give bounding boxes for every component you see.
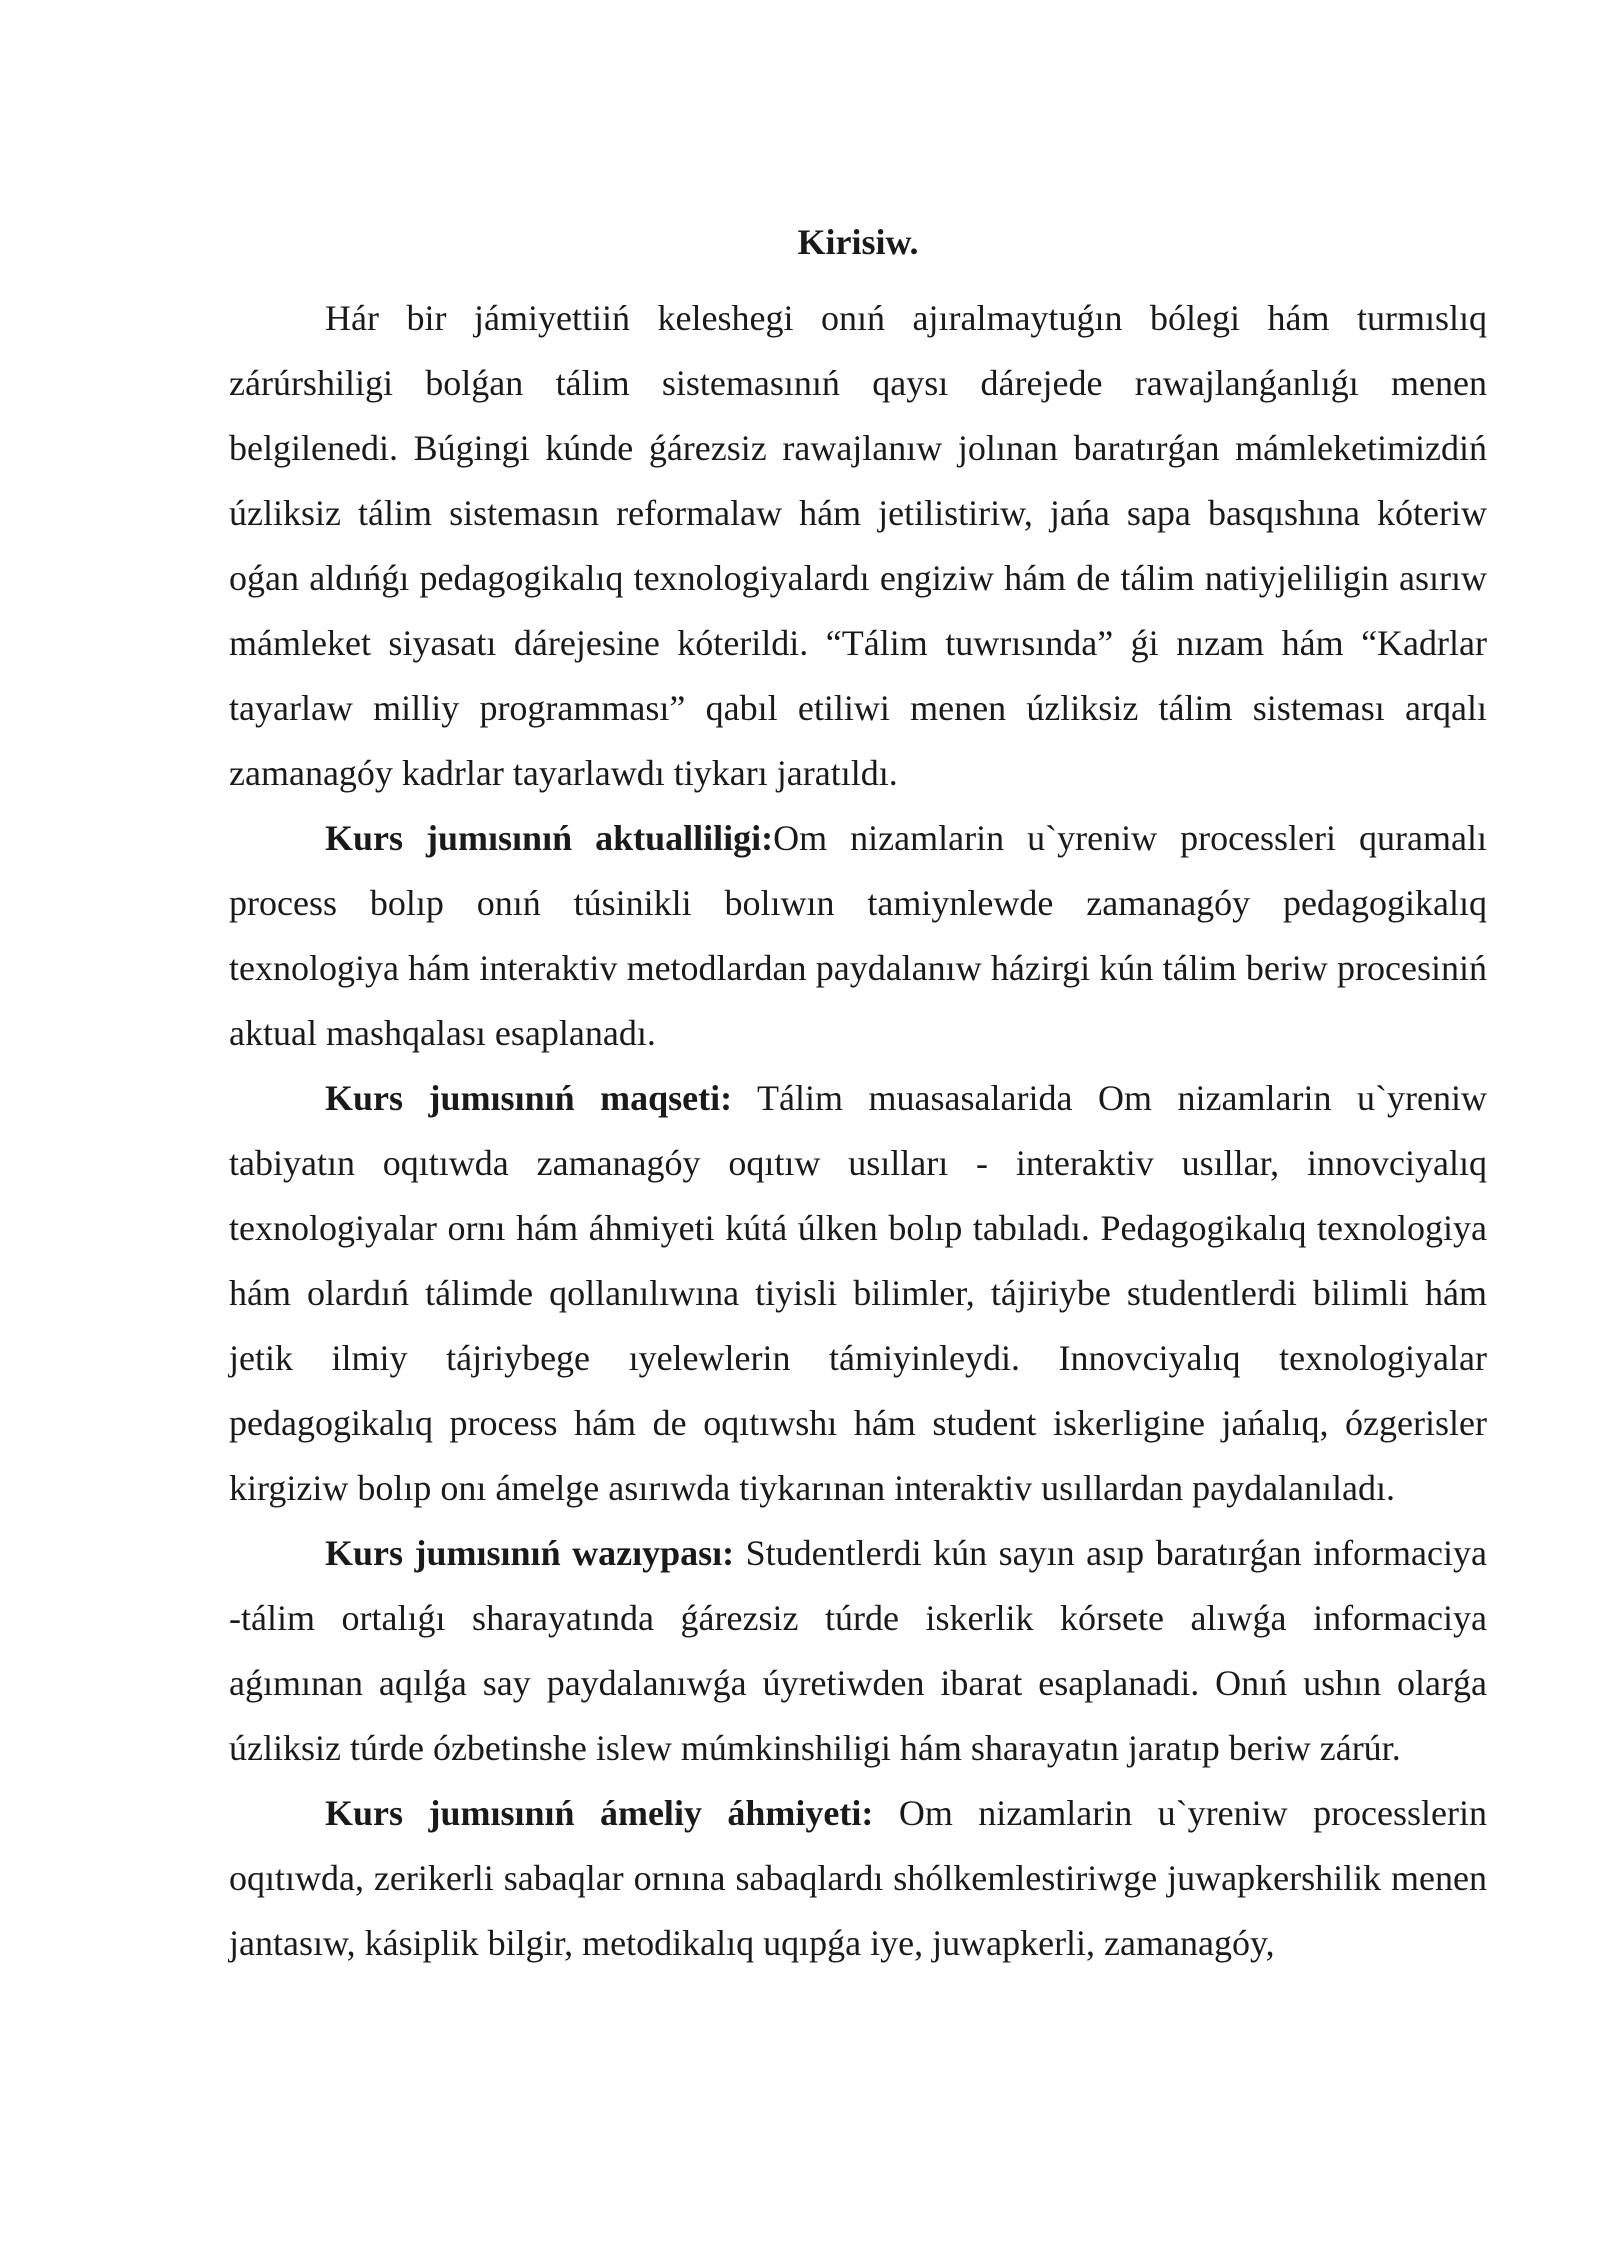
section-task-heading: Kurs jumısınıń wazıypası: bbox=[325, 1533, 735, 1573]
section-task-text: Studentlerdi kún sayın asıp baratırǵan informaciya -tálim ortalıǵı sharayatında ǵárezsiz túrde iskerlik kórsete alıwǵa informaciya aǵımınan aqılǵa say paydalanıwǵa úyretiwden ibarat esaplanadi. Onıń ushın olarǵa úzliksiz túrde ózbetinshe islew múmkinshiligi hám sharayatın jaratıp beriw zárúr. bbox=[229, 1533, 1487, 1768]
section-goal-paragraph bbox=[229, 1066, 1487, 1521]
section-goal-heading: Kurs jumısınıń maqseti: bbox=[325, 1078, 733, 1118]
document-body bbox=[229, 212, 1487, 1976]
section-relevance-text: Om nizamlarin u`yreniw processleri quramalı process bolıp onıń túsinikli bolıwın tamiynlewde zamanagóy pedagogikalıq texnologiya hám interaktiv metodlardan paydalanıw házirgi kún tálim beriw procesiniń aktual mashqalası esaplanadı. bbox=[229, 818, 1487, 1053]
section-relevance-heading: Kurs jumısınıń aktualliligi: bbox=[325, 818, 774, 858]
section-relevance-paragraph bbox=[229, 806, 1487, 1066]
section-goal-text: Tálim muasasalarida Om nizamlarin u`yreniw tabiyatın oqıtıwda zamanagóy oqıtıw usılları - interaktiv usıllar, innovciyalıq texnologiyalar ornı hám áhmiyeti kútá úlken bolıp tabıladı. Pedagogikalıq texnologiya hám olardıń tálimde qollanılıwına tiyisli bilimler, tájiriybe studentlerdi bilimli hám jetik ilmiy tájriybege ıyelewlerin támiyinleydi. Innovciyalıq texnologiyalar pedagogikalıq process hám de oqıtıwshı hám student iskerligine jańalıq, ózgerisler kirgiziw bolıp onı ámelge asırıwda tiykarınan interaktiv usıllardan paydalanıladı. bbox=[229, 1078, 1487, 1508]
section-task-paragraph bbox=[229, 1521, 1487, 1781]
page-title: Kirisiw. bbox=[797, 222, 919, 262]
intro-paragraph: Hár bir jámiyettiiń keleshegi onıń ajıralmaytuǵın bólegi hám turmıslıq zárúrshiligi bolǵan tálim sistemasınıń qaysı dárejede rawajlanǵanlıǵı menen belgilenedi. Búgingi kúnde ǵárezsiz rawajlanıw jolınan baratırǵan mámleketimizdiń úzliksiz tálim sistemasın reformalaw hám jetilistiriw, jańa sapa basqıshına kóteriw oǵan aldıńǵı pedagogikalıq texnologiyalardı engiziw hám de tálim natiyjeliligin asırıw mámleket siyasatı dárejesine kóterildi. “Tálim tuwrısında” ǵi nızam hám “Kadrlar tayarlaw milliy programması” qabıl etiliwi menen úzliksiz tálim sisteması arqalı zamanagóy kadrlar tayarlawdı tiykarı jaratıldı. bbox=[229, 298, 1487, 793]
section-practical-text: Om nizamlarin u`yreniw processlerin oqıtıwda, zerikerli sabaqlar ornına sabaqlardı shólkemlestiriwge juwapkershilik menen jantasıw, kásiplik bilgir, metodikalıq uqıpǵa iye, juwapkerli, zamanagóy, bbox=[229, 1793, 1488, 1963]
section-practical-heading: Kurs jumısınıń ámeliy áhmiyeti: bbox=[325, 1793, 874, 1833]
section-practical-paragraph bbox=[229, 1781, 1487, 1976]
